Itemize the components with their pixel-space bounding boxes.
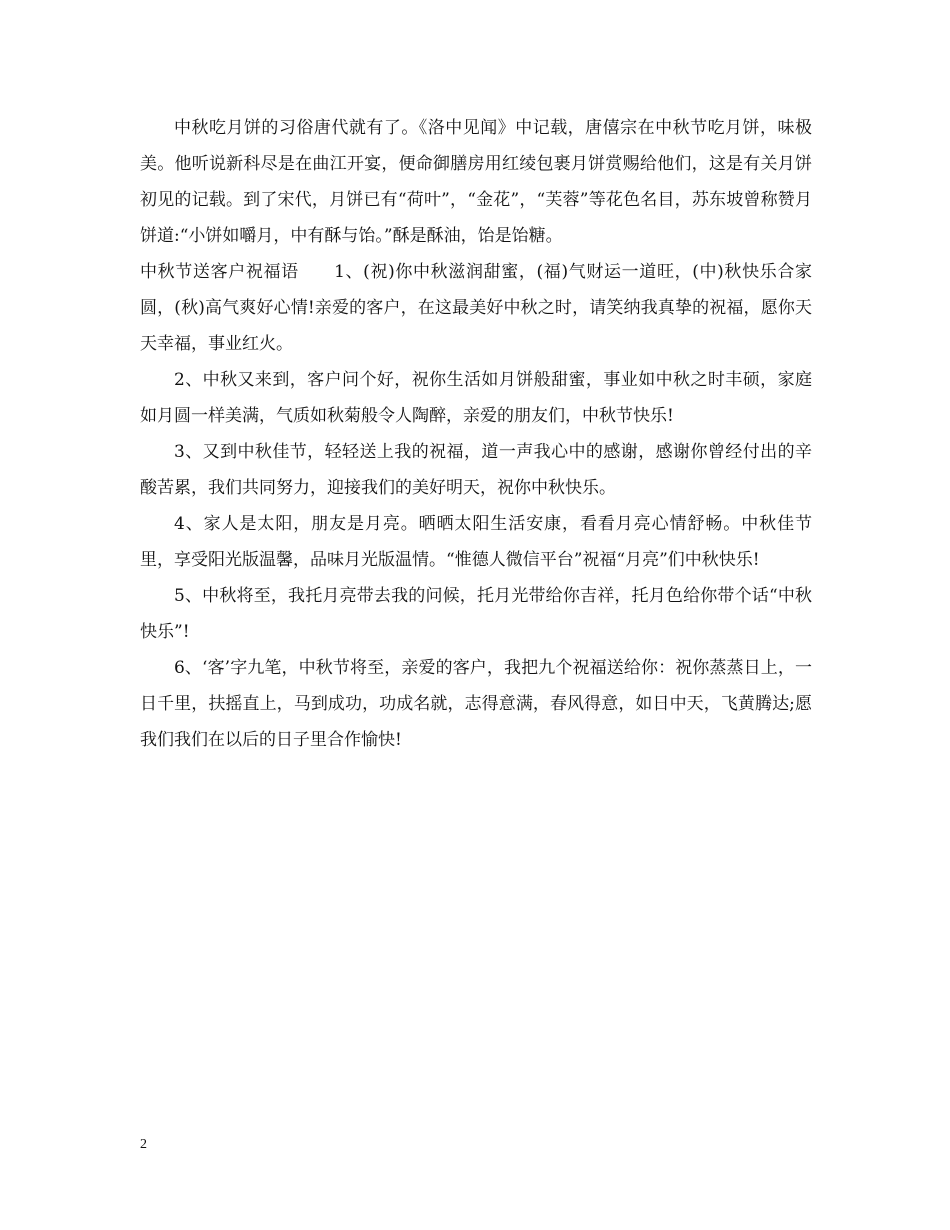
- document-body: [140, 110, 812, 758]
- paragraph-greeting-6: 6、‘客’字九笔，中秋节将至，亲爱的客户，我把九个祝福送给你：祝你蒸蒸日上，一日千里，扶摇直上，马到成功，功成名就，志得意满，春风得意，如日中天，飞黄腾达;愿我们我们在以后的日子里合作愉快!: [140, 658, 812, 750]
- page-number: 2: [140, 1137, 147, 1152]
- paragraph-greetings-heading: 中秋节送客户祝福语 1、(祝)你中秋滋润甜蜜，(福)气财运一道旺，(中)秋快乐合家圆，(秋)高气爽好心情!亲爱的客户，在这最美好中秋之时，请笑纳我真挚的祝福，愿你天天幸福，事业红火。: [140, 262, 812, 354]
- paragraph-mooncake-history: 中秋吃月饼的习俗唐代就有了。《洛中见闻》中记载，唐僖宗在中秋节吃月饼，味极美。他听说新科尽是在曲江开宴，便命御膳房用红绫包裹月饼赏赐给他们，这是有关月饼初见的记载。到了宋代，月饼已有“荷叶”，“金花”，“芙蓉”等花色名目，苏东坡曾称赞月饼道:“小饼如嚼月，中有酥与饴。”酥是酥油，饴是饴糖。: [140, 118, 812, 246]
- paragraph-greeting-5: 5、中秋将至，我托月亮带去我的问候，托月光带给你吉祥，托月色给你带个话“中秋快乐”!: [140, 586, 812, 642]
- paragraph-greeting-4: 4、家人是太阳，朋友是月亮。晒晒太阳生活安康，看看月亮心情舒畅。中秋佳节里，享受阳光版温馨，品味月光版温情。“惟德人微信平台”祝福“月亮”们中秋快乐!: [140, 514, 812, 570]
- paragraph-greeting-2: 2、中秋又来到，客户问个好，祝你生活如月饼般甜蜜，事业如中秋之时丰硕，家庭如月圆一样美满，气质如秋菊般令人陶醉，亲爱的朋友们，中秋节快乐!: [140, 370, 812, 426]
- paragraph-greeting-3: 3、又到中秋佳节，轻轻送上我的祝福，道一声我心中的感谢，感谢你曾经付出的辛酸苦累，我们共同努力，迎接我们的美好明天，祝你中秋快乐。: [140, 442, 812, 498]
